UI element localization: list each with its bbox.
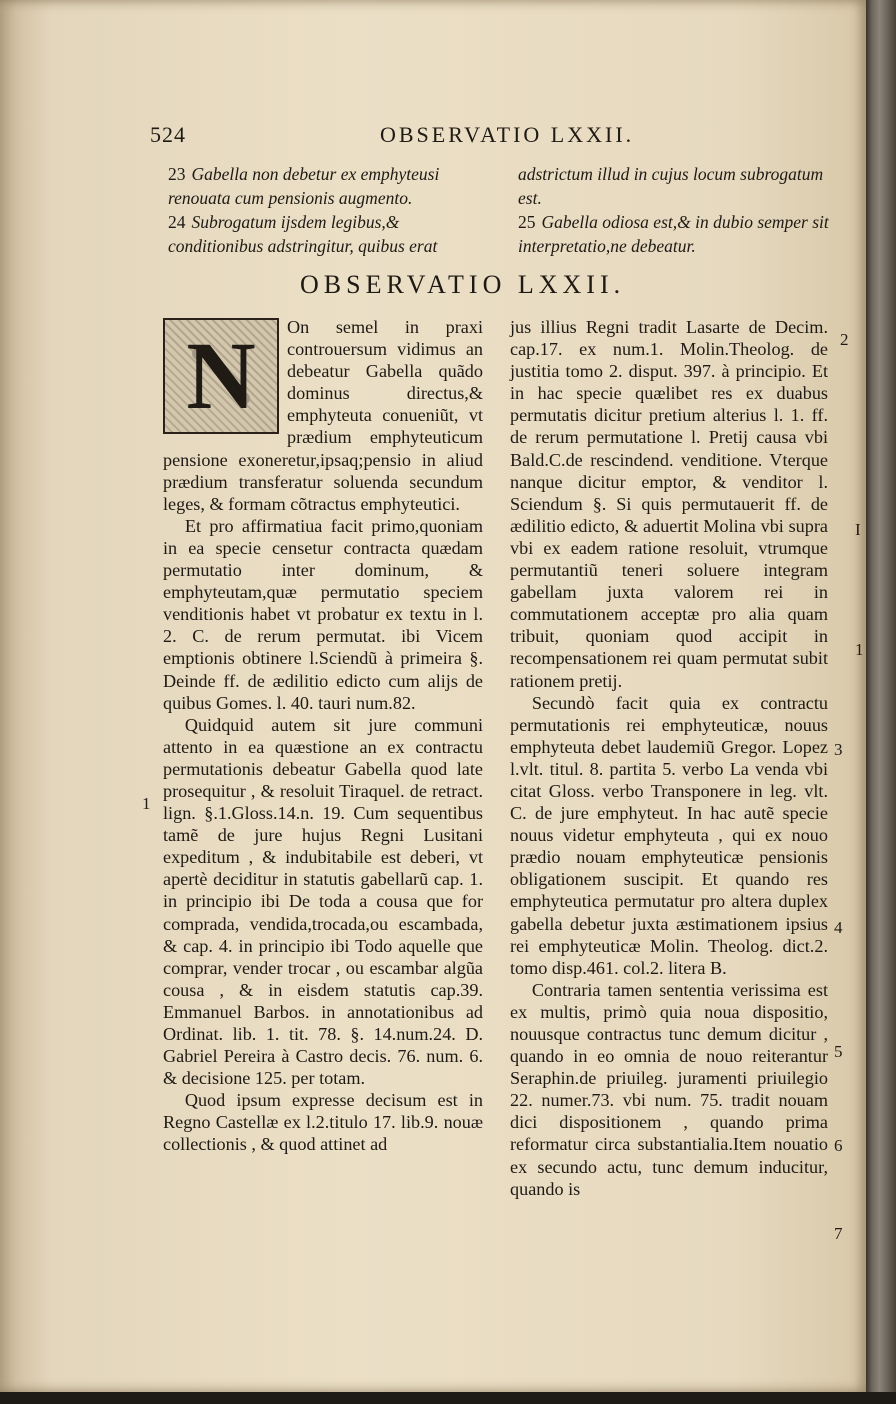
summary-text: Gabella odiosa est,& in dubio semper sit interpretatio,ne debeatur. bbox=[518, 212, 829, 256]
margin-number: 4 bbox=[834, 918, 843, 937]
page-header bbox=[150, 122, 850, 154]
paragraph: Quidquid autem sit jure communi attento in ea quæstione an ex contractu permutationis debeatur Gabella quod late prosequitur , & resoluit Tiraquel. de retract. lign. §.1.Gloss.14.n. 19. Cum sequentibus tamẽ de jure hujus Regni Lusitani expeditum , & indubitabile est deberi, vt apertè deciditur in statutis gabellarũ cap. 1. in principio ibi De toda a cousa que for comprada, vendida,trocada,ou escambada, & cap. 4. in principio ibi Todo aquelle que comprar, vender trocar , ou escambar algũa cousa , & in eisdem statutis cap.39. Emmanuel Barbos. in annotationibus ad Ordinat. lib. 1. tit. 78. §. 14.num.24. D. Gabriel Pereira à Castro decis. 76. num. 6. & decisione 125. per totam. bbox=[163, 714, 483, 1089]
margin-number: 1 bbox=[855, 640, 864, 659]
summary-text: Subrogatum ijsdem legibus,& conditionibus adstringitur, quibus erat bbox=[168, 212, 438, 256]
summary-number: 24 bbox=[168, 212, 186, 232]
margin-number: 6 bbox=[834, 1136, 843, 1155]
summary-text: adstrictum illud in cujus locum subrogatum est. bbox=[518, 164, 824, 208]
margin-number: 5 bbox=[834, 1042, 843, 1061]
summary-left bbox=[168, 162, 498, 258]
summary-number: 25 bbox=[518, 212, 536, 232]
summary-text: Gabella non debetur ex emphyteusi renouata cum pensionis augmento. bbox=[168, 164, 440, 208]
margin-number: I bbox=[855, 520, 861, 539]
margin-number: 1 bbox=[142, 794, 151, 813]
summary-item bbox=[168, 210, 498, 258]
page-edge bbox=[866, 0, 896, 1404]
summary-item bbox=[518, 210, 848, 258]
summary-number: 23 bbox=[168, 164, 186, 184]
summary-right bbox=[518, 162, 848, 258]
initial-letter: N bbox=[165, 320, 277, 432]
paragraph: Et pro affirmatiua facit primo,quoniam in ea specie censetur contracta quædam permutatio inter dominum, & emphyteutam,quæ permutatio speciem venditionis habet vt probatur ex textu in l. 2. C. de rerum permutat. ibi Vicem emptionis obtinere l.Sciendũ à primeira §. Deinde ff. de ædilitio edicto cum alijs de quibus Gomes. l. 40. tauri num.82. bbox=[163, 515, 483, 713]
section-title: OBSERVATIO LXXII. bbox=[300, 270, 626, 299]
margin-number: 2 bbox=[840, 330, 849, 349]
paragraph: Secundò facit quia ex contractu permutationis rei emphyteuticæ, nouus emphyteuta debet laudemiũ Gregor. Lopez l.vlt. titul. 8. partita 5. verbo La venda vbi citat Gloss. verbo Transponere in leg. vlt. C. de jure emphyteut. In hac autẽ specie nouus videtur emphyteuta , qui ex nouo prædio nouam emphyteuticæ pensionis obligationem suscipit. Et quando res emphyteutica permutatur pro altera duplex gabella debetur juxta æstimationem ipsius rei emphyteuticæ Molin. Theolog. dict.2. tomo disp.461. col.2. litera B. bbox=[510, 692, 828, 978]
decorated-initial bbox=[163, 318, 279, 434]
summary-item bbox=[518, 162, 848, 210]
margin-number: 7 bbox=[834, 1224, 843, 1243]
right-column bbox=[510, 316, 828, 1200]
left-column bbox=[163, 316, 483, 1156]
paragraph: jus illius Regni tradit Lasarte de Decim. cap.17. ex num.1. Molin.Theolog. de justitia tomo 2. disput. 397. à principio. Et in hac specie quælibet res ex duabus permutatis dicitur pretium alterius l. 1. ff. de rerum permutatione l. Pretij causa vbi Bald.C.de rescindend. venditione. Vterque nanque dicitur emptor, & venditor l. Sciendum §. Si quis permutauerit ff. de ædilitio edicto, & aduertit Molina vbi supra vbi ex eadem ratione resoluit, vtrumque permutantiũ teneri soluere integram gabellam juxta valorem rei in commutationem acceptæ pro alia quam tribuit, quoniam quod accipit in recompensationem rei quam permutat subit rationem pretij. bbox=[510, 317, 828, 691]
page-number: 524 bbox=[150, 122, 186, 147]
paragraph: On semel in praxi controuersum vidimus an debeatur Gabella quãdo dominus directus,& emphyteuta conueniũt, vt prædium emphyteuticum pensione exoneretur,ipsaq;pensio in aliud prædium transferatur soluenda secundum leges, & formam cõtractus emphyteutici. bbox=[163, 317, 483, 514]
page-bottom-edge bbox=[0, 1392, 896, 1404]
running-head: OBSERVATIO LXXII. bbox=[380, 122, 635, 147]
paragraph: Contraria tamen sententia verissima est ex multis, primò quia noua dispositio, nouusque contractus tunc demum dicitur , quando in eo omnia de nouo reiterantur Seraphin.de priuileg. juramenti priuilegio 22. numer.73. vbi num. 75. tradit nouam dici dispositionem , quando prima reformatur circa substantialia.Item nouatio ex secundo actu, tunc demum inducitur, quando is bbox=[510, 979, 828, 1199]
summary-item bbox=[168, 162, 498, 210]
margin-number: 3 bbox=[834, 740, 843, 759]
paragraph: Quod ipsum expresse decisum est in Regno Castellæ ex l.2.titulo 17. lib.9. nouæ collectionis , & quod attinet ad bbox=[163, 1090, 483, 1155]
